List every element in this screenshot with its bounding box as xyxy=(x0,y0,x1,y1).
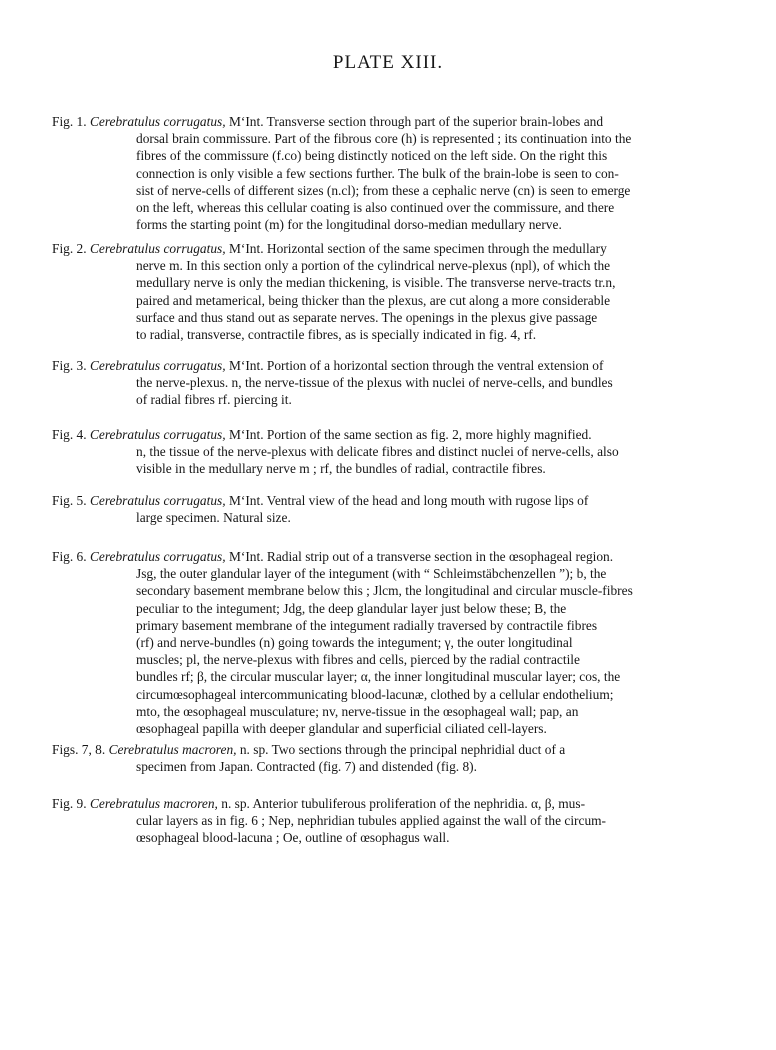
species-name: Cerebratulus corrugatus, xyxy=(89,358,226,373)
legend-text: to radial, transverse, contractile fibres, as is specially indicated in fig. 4, rf. xyxy=(136,327,537,343)
species-name: Cerebratulus corrugatus, xyxy=(89,114,226,129)
legend-text: of radial fibres rf. piercing it. xyxy=(136,392,292,408)
figure-legend-entry xyxy=(52,357,727,409)
legend-line xyxy=(52,600,727,617)
legend-line xyxy=(52,582,727,599)
legend-line xyxy=(52,668,727,685)
legend-line xyxy=(52,741,727,758)
figure-legend-entry xyxy=(52,548,727,737)
legend-text: dorsal brain commissure. Part of the fibrous core (h) is represented ; its continuation into the xyxy=(136,131,632,147)
plate-title: PLATE XIII. xyxy=(332,52,444,73)
legend-text: M‘Int. Transverse section through part of the superior brain-lobes and xyxy=(225,114,604,129)
legend-text: bundles rf; β, the circular muscular layer; α, the inner longitudinal muscular layer; cos, the xyxy=(136,669,621,685)
legend-text: nerve m. In this section only a portion of the cylindrical nerve-plexus (npl), of which the xyxy=(136,258,611,274)
legend-line xyxy=(52,509,727,526)
legend-line xyxy=(52,686,727,703)
species-name: Cerebratulus macroren, xyxy=(108,742,237,757)
figure-label: Fig. 1. xyxy=(52,114,90,129)
legend-line xyxy=(52,548,727,565)
legend-text: connection is only visible a few sections further. The bulk of the brain-lobe is seen to con- xyxy=(136,165,619,181)
legend-line xyxy=(52,812,727,829)
legend-text: the nerve-plexus. n, the nerve-tissue of the plexus with nuclei of nerve-cells, and bundles xyxy=(136,375,613,391)
legend-line xyxy=(52,460,727,477)
legend-line xyxy=(52,391,727,408)
legend-line xyxy=(52,147,727,164)
legend-line xyxy=(52,426,727,443)
legend-line xyxy=(52,240,727,257)
legend-line xyxy=(52,130,727,147)
legend-text: paired and metamerical, being thicker than the plexus, are cut along a more considerable xyxy=(136,292,611,308)
legend-text: mto, the œsophageal musculature; nv, nerve-tissue in the œsophageal wall; pap, an xyxy=(136,703,579,719)
legend-text: medullary nerve is only the median thickening, is visible. The transverse nerve-tracts tr.n, xyxy=(136,275,616,291)
legend-text: Jsg, the outer glandular layer of the integument (with “ Schleimstäbchenzellen ”); b, the xyxy=(136,566,607,582)
species-name: Cerebratulus corrugatus, xyxy=(89,493,226,508)
legend-line xyxy=(52,617,727,634)
legend-line xyxy=(52,374,727,391)
legend-text: specimen from Japan. Contracted (fig. 7) and distended (fig. 8). xyxy=(136,759,477,775)
legend-line xyxy=(52,443,727,460)
legend-line xyxy=(52,492,727,509)
legend-line xyxy=(52,216,727,233)
legend-text: surface and thus stand out as separate nerves. The openings in the plexus give passage xyxy=(136,309,598,325)
legend-line xyxy=(52,199,727,216)
legend-text: secondary basement membrane below this ; Jlcm, the longitudinal and circular muscle-fibres xyxy=(136,583,633,599)
species-name: Cerebratulus macroren, xyxy=(89,796,218,811)
legend-text: œsophageal papilla with deeper glandular and superficial ciliated cell-layers. xyxy=(136,721,547,737)
figure-label: Fig. 2. xyxy=(52,241,90,256)
figure-legend-entry xyxy=(52,795,727,847)
legend-line xyxy=(52,634,727,651)
legend-line xyxy=(52,829,727,846)
legend-line xyxy=(52,257,727,274)
legend-line xyxy=(52,113,727,130)
legend-text: (rf) and nerve-bundles (n) going towards the integument; γ, the outer longitudinal xyxy=(136,635,573,651)
figure-legend-entry xyxy=(52,426,727,478)
legend-text: primary basement membrane of the integument radially traversed by contractile fibres xyxy=(136,617,598,633)
legend-line xyxy=(52,795,727,812)
figure-label: Fig. 9. xyxy=(52,796,90,811)
legend-text: visible in the medullary nerve m ; rf, the bundles of radial, contractile fibres. xyxy=(136,461,546,477)
legend-text: muscles; pl, the nerve-plexus with fibres and cells, pierced by the radial contractile xyxy=(136,652,580,668)
legend-text: on the left, whereas this cellular coating is also continued over the commissure, and there xyxy=(136,200,615,216)
figure-label: Fig. 3. xyxy=(52,358,90,373)
legend-line xyxy=(52,758,727,775)
legend-line xyxy=(52,357,727,374)
legend-text: M‘Int. Ventral view of the head and long mouth with rugose lips of xyxy=(225,493,589,508)
figure-label: Fig. 4. xyxy=(52,427,90,442)
legend-line xyxy=(52,182,727,199)
legend-text: large specimen. Natural size. xyxy=(136,510,291,526)
legend-line xyxy=(52,309,727,326)
legend-line xyxy=(52,326,727,343)
legend-line xyxy=(52,720,727,737)
species-name: Cerebratulus corrugatus, xyxy=(89,549,226,564)
legend-line xyxy=(52,565,727,582)
figure-label: Fig. 5. xyxy=(52,493,90,508)
legend-text: M‘Int. Radial strip out of a transverse section in the œsophageal region. xyxy=(225,549,614,564)
legend-text: M‘Int. Portion of a horizontal section through the ventral extension of xyxy=(225,358,604,373)
figure-legend-entry xyxy=(52,492,727,526)
legend-text: M‘Int. Horizontal section of the same specimen through the medullary xyxy=(225,241,607,256)
legend-text: fibres of the commissure (f.co) being distinctly noticed on the left side. On the right this xyxy=(136,148,608,164)
legend-text: n. sp. Two sections through the principal nephridial duct of a xyxy=(236,742,566,757)
figure-label: Fig. 6. xyxy=(52,549,90,564)
figure-legend-entry xyxy=(52,240,727,343)
species-name: Cerebratulus corrugatus, xyxy=(89,241,226,256)
legend-text: forms the starting point (m) for the longitudinal dorso-median medullary nerve. xyxy=(136,217,562,233)
legend-line xyxy=(52,703,727,720)
legend-text: peculiar to the integument; Jdg, the deep glandular layer just below these; B, the xyxy=(136,600,567,616)
figure-legend-entry xyxy=(52,113,727,233)
legend-line xyxy=(52,165,727,182)
legend-text: n. sp. Anterior tubuliferous proliferation of the nephridia. α, β, mus- xyxy=(217,796,586,811)
legend-text: sist of nerve-cells of different sizes (n.cl); from these a cephalic nerve (cn) is seen to emerge xyxy=(136,182,631,198)
legend-text: circumœsophageal intercommunicating blood-lacunæ, clothed by a cellular endothelium; xyxy=(136,686,614,702)
legend-text: œsophageal blood-lacuna ; Oe, outline of œsophagus wall. xyxy=(136,830,450,846)
legend-line xyxy=(52,292,727,309)
legend-text: cular layers as in fig. 6 ; Nep, nephridian tubules applied against the wall of the circum- xyxy=(136,813,607,829)
figure-legend-entry xyxy=(52,741,727,775)
legend-text: M‘Int. Portion of the same section as fig. 2, more highly magnified. xyxy=(225,427,592,442)
legend-line xyxy=(52,651,727,668)
figure-label: Figs. 7, 8. xyxy=(52,742,109,757)
legend-line xyxy=(52,274,727,291)
legend-text: n, the tissue of the nerve-plexus with delicate fibres and distinct nuclei of nerve-cells, also xyxy=(136,444,619,460)
species-name: Cerebratulus corrugatus, xyxy=(89,427,226,442)
